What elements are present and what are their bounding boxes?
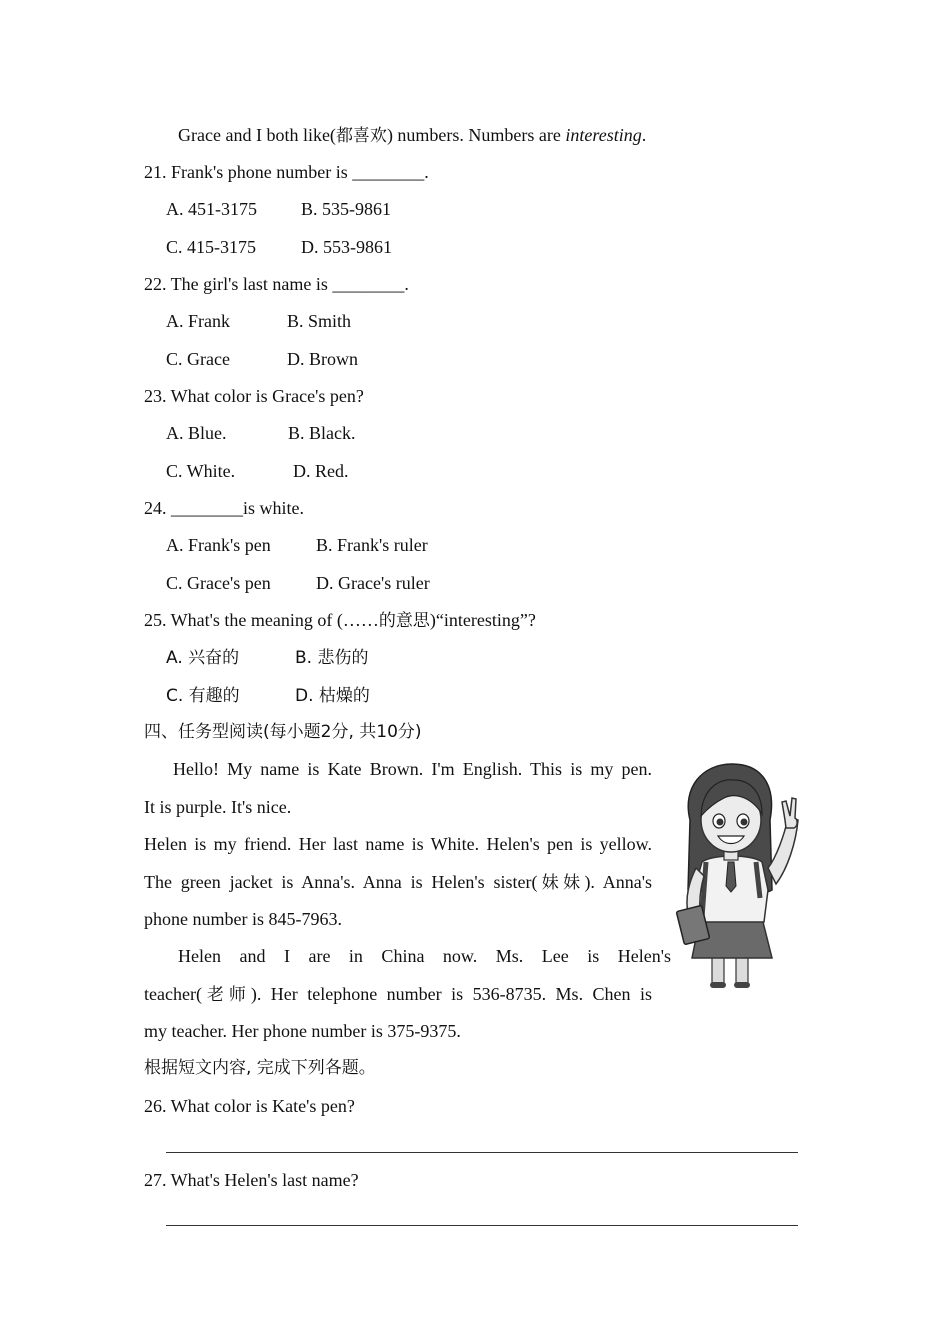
reading-cjk-gloss: 老师 bbox=[201, 985, 251, 1005]
q24-option-b[interactable]: B. Frank's ruler bbox=[316, 535, 428, 555]
reading-p1-line2: It is purple. It's nice. bbox=[144, 797, 292, 817]
reading-text: ). Anna's bbox=[584, 872, 652, 892]
reading-p3-line2 bbox=[144, 982, 652, 1007]
q25-option-d[interactable] bbox=[295, 683, 370, 708]
reading-p2-line3: phone number is 845-7963. bbox=[144, 909, 342, 929]
reading-p2-line1: Helen is my friend. Her last name is White. Helen's pen is yellow. bbox=[144, 834, 652, 854]
passage-cjk-gloss: 都喜欢 bbox=[335, 126, 387, 146]
q22-option-a[interactable]: A. Frank bbox=[166, 311, 230, 331]
q23-option-a[interactable]: A. Blue. bbox=[166, 423, 227, 443]
q21-option-c[interactable]: C. 415-3175 bbox=[166, 237, 256, 257]
q21-option-a[interactable]: A. 451-3175 bbox=[166, 199, 257, 219]
q25-option-c[interactable] bbox=[166, 683, 240, 708]
q21-option-d[interactable]: D. 553-9861 bbox=[301, 237, 392, 257]
q25-stem-prefix: 25. What's the meaning of (…… bbox=[144, 610, 379, 630]
girl-illustration bbox=[672, 758, 804, 990]
passage-last-line bbox=[178, 123, 646, 148]
q22-option-b[interactable]: B. Smith bbox=[287, 311, 352, 331]
reading-p1-line1: Hello! My name is Kate Brown. I'm English. This is my pen. bbox=[173, 759, 652, 779]
q25-option-d-text: D. 枯燥的 bbox=[295, 686, 370, 706]
question-21-stem: 21. Frank's phone number is ________. bbox=[144, 162, 429, 182]
question-24-stem: 24. ________is white. bbox=[144, 498, 304, 518]
q24-option-a[interactable]: A. Frank's pen bbox=[166, 535, 271, 555]
passage-text: ) numbers. Numbers are bbox=[386, 125, 566, 145]
q22-option-d[interactable]: D. Brown bbox=[287, 349, 358, 369]
reading-p3-line3: my teacher. Her phone number is 375-9375. bbox=[144, 1021, 461, 1041]
q25-stem-cjk: 的意思 bbox=[378, 611, 430, 631]
question-25-stem bbox=[144, 608, 536, 633]
q24-option-c[interactable]: C. Grace's pen bbox=[166, 573, 271, 593]
q23-option-b[interactable]: B. Black. bbox=[288, 423, 356, 443]
q22-option-c[interactable]: C. Grace bbox=[166, 349, 230, 369]
q25-stem-suffix: )“interesting”? bbox=[429, 610, 536, 630]
question-22-stem: 22. The girl's last name is ________. bbox=[144, 274, 409, 294]
q21-option-b[interactable]: B. 535-9861 bbox=[301, 199, 391, 219]
reading-p2-line2 bbox=[144, 870, 652, 895]
reading-p3-line1: Helen and I are in China now. Ms. Lee is Helen's bbox=[178, 946, 671, 966]
q25-option-a[interactable] bbox=[166, 645, 239, 670]
q25-option-b-text: B. 悲伤的 bbox=[295, 648, 369, 668]
task-instruction: 根据短文内容, 完成下列各题。 bbox=[144, 1058, 376, 1078]
passage-italic-word: interesting bbox=[565, 125, 642, 145]
q25-option-b[interactable] bbox=[295, 645, 368, 670]
q23-option-c[interactable]: C. White. bbox=[166, 461, 236, 481]
question-23-stem: 23. What color is Grace's pen? bbox=[144, 386, 364, 406]
question-27: 27. What's Helen's last name? bbox=[144, 1170, 359, 1190]
q25-option-c-text: C. 有趣的 bbox=[166, 686, 240, 706]
reading-text: ). Her telephone number is 536-8735. Ms. Chen is bbox=[250, 984, 652, 1004]
reading-text: teacher( bbox=[144, 984, 202, 1004]
section-4-heading: 四、任务型阅读(每小题2分, 共10分) bbox=[144, 722, 422, 742]
reading-text: The green jacket is Anna's. Anna is Helen's sister( bbox=[144, 872, 538, 892]
q26-answer-line[interactable] bbox=[166, 1152, 798, 1153]
reading-cjk-gloss: 妹妹 bbox=[537, 873, 585, 893]
passage-text: Grace and I both like( bbox=[178, 125, 336, 145]
q23-option-d[interactable]: D. Red. bbox=[293, 461, 349, 481]
q24-option-d[interactable]: D. Grace's ruler bbox=[316, 573, 430, 593]
question-26: 26. What color is Kate's pen? bbox=[144, 1096, 355, 1116]
q27-answer-line[interactable] bbox=[166, 1225, 798, 1226]
passage-text: . bbox=[641, 125, 647, 145]
q25-option-a-text: A. 兴奋的 bbox=[166, 648, 240, 668]
